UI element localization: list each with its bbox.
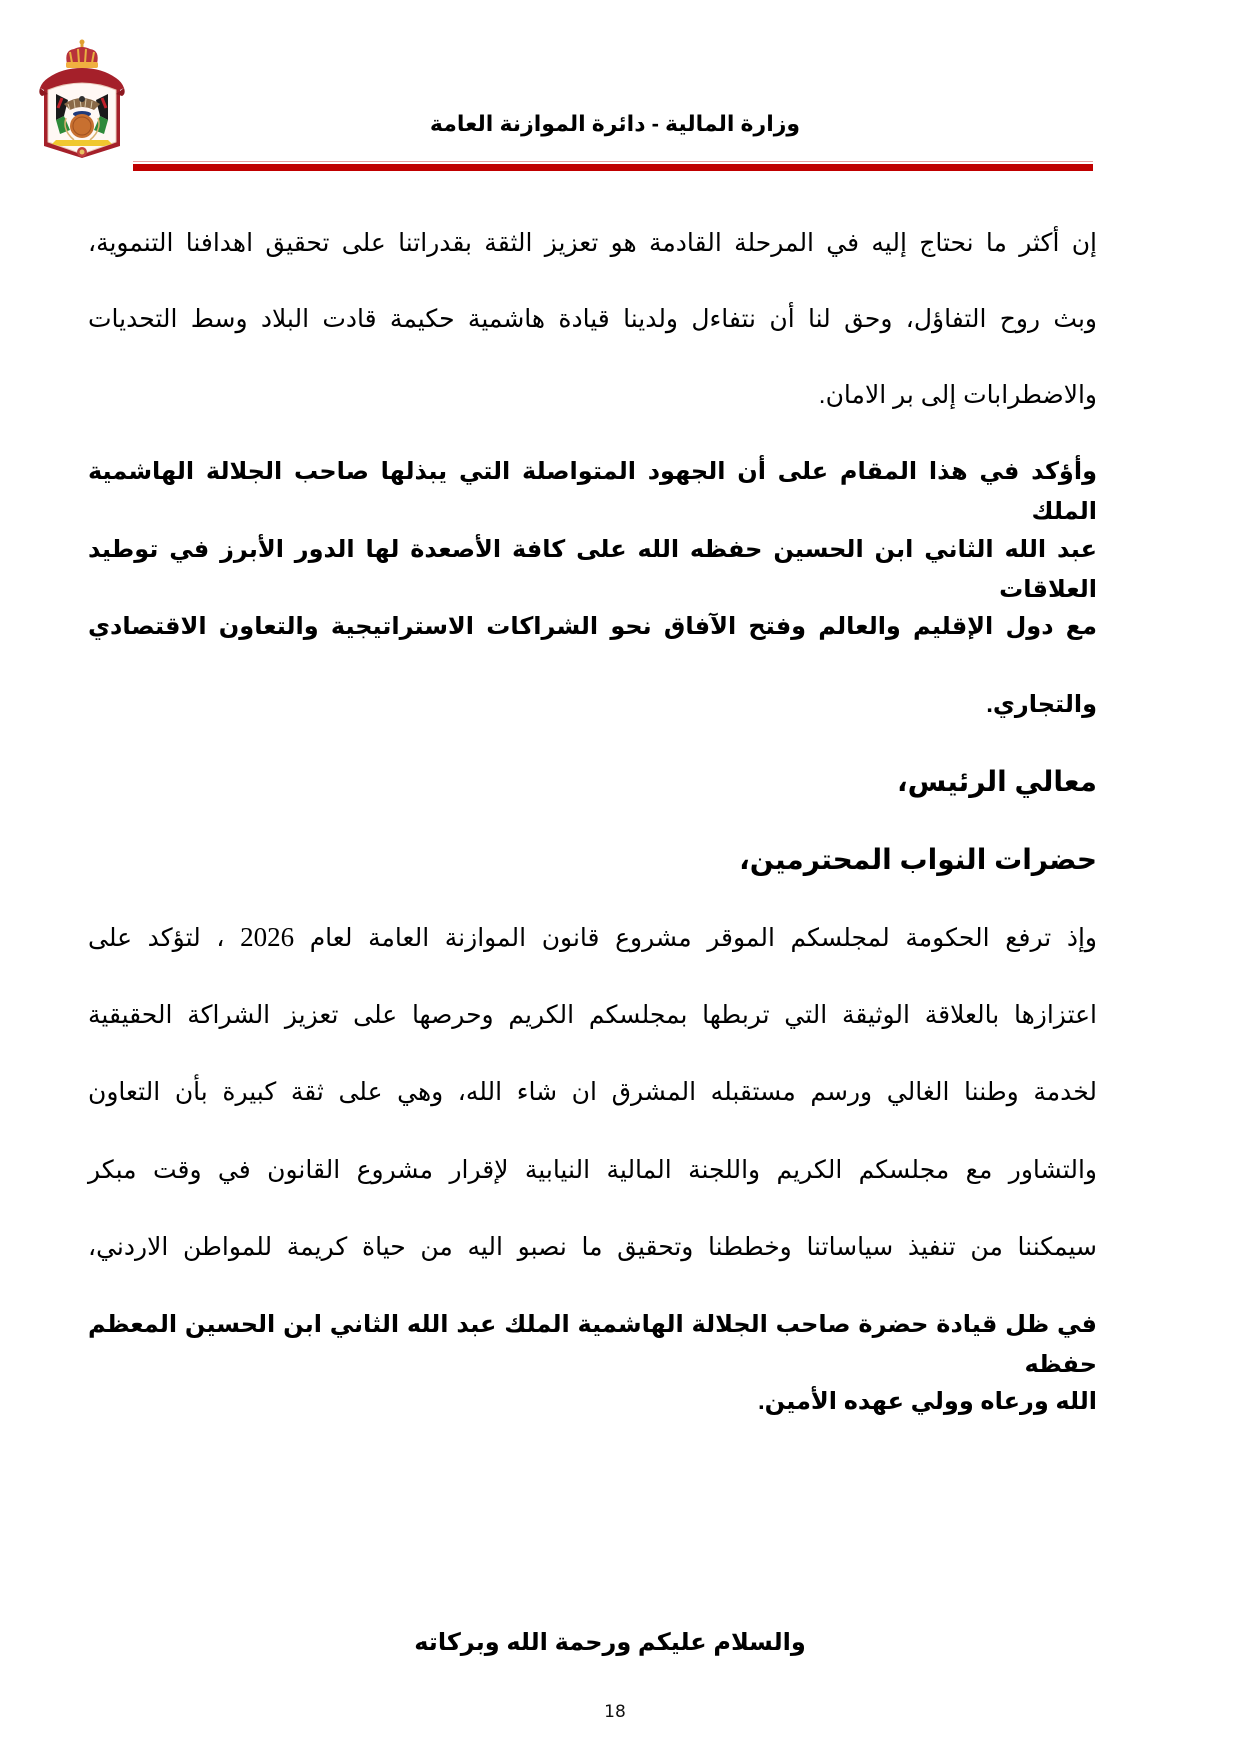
budget-year: 2026 [240, 922, 295, 952]
paragraph-line: والاضطرابات إلى بر الامان. [818, 381, 1097, 409]
paragraph-line: وأؤكد في هذا المقام على أن الجهود المتواصلة التي يبذلها صاحب الجلالة الهاشمية الملك [88, 458, 1097, 525]
paragraph-line: وبث روح التفاؤل، وحق لنا أن نتفاءل ولدينا قيادة هاشمية حكيمة قادت البلاد وسط التحديات [88, 305, 1097, 333]
paragraph-line: الله ورعاه وولي عهده الأمين. [758, 1388, 1097, 1415]
paragraph-line: مع دول الإقليم والعالم وفتح الآفاق نحو الشراكات الاستراتيجية والتعاون الاقتصادي [88, 613, 1097, 640]
text-segment: ، لتؤكد على [88, 924, 241, 952]
paragraph-line: والتجاري. [986, 691, 1097, 718]
paragraph-line: لخدمة وطننا الغالي ورسم مستقبله المشرق ان شاء الله، وهي على ثقة كبيرة بأن التعاون [88, 1078, 1097, 1106]
coat-of-arms-logo [34, 38, 130, 160]
paragraph-line: إن أكثر ما نحتاج إليه في المرحلة القادمة هو تعزيز الثقة بقدراتنا على تحقيق اهدافنا التنموية، [88, 229, 1097, 257]
paragraph-line: عبد الله الثاني ابن الحسين حفظه الله على كافة الأصعدة لها الدور الأبرز في توطيد العلاقات [88, 536, 1097, 603]
paragraph-line: اعتزازها بالعلاقة الوثيقة التي تربطها بمجلسكم الكريم وحرصها على تعزيز الشراكة الحقيقية [88, 1001, 1097, 1029]
salutation-heading: معالي الرئيس، [897, 766, 1097, 797]
paragraph-line: في ظل قيادة حضرة صاحب الجلالة الهاشمية الملك عبد الله الثاني ابن الحسين المعظم حفظه [88, 1311, 1098, 1378]
salutation-heading: حضرات النواب المحترمين، [739, 844, 1097, 875]
ministry-header-title: وزارة المالية - دائرة الموازنة العامة [429, 111, 801, 136]
paragraph-line: والتشاور مع مجلسكم الكريم واللجنة المالية النيابية لإقرار مشروع القانون في وقت مبكر [88, 1156, 1097, 1184]
paragraph-line [88, 917, 1097, 958]
paragraph-line: سيمكننا من تنفيذ سياساتنا وخططنا وتحقيق ما نصبو اليه من حياة كريمة للمواطن الاردني، [88, 1233, 1097, 1261]
header-rule-thick [133, 164, 1093, 171]
closing-greeting: والسلام عليكم ورحمة الله وبركاته [414, 1629, 806, 1656]
page-number: 18 [604, 1702, 626, 1722]
coat-of-arms-icon [34, 38, 130, 160]
text-segment: وإذ ترفع الحكومة لمجلسكم الموقر مشروع قانون الموازنة العامة لعام [294, 924, 1097, 952]
